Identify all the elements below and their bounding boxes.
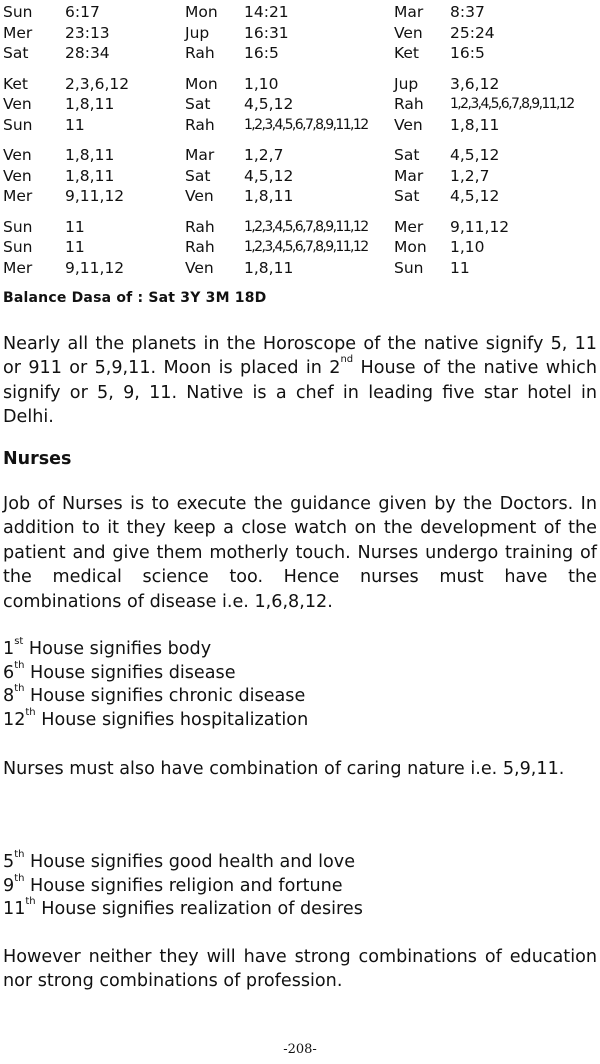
table-row bbox=[3, 94, 599, 115]
house-list-disease bbox=[3, 638, 308, 732]
planet-value: 14:21 bbox=[244, 3, 289, 21]
page-number: -208- bbox=[283, 1042, 317, 1057]
planet-table bbox=[3, 2, 599, 288]
planet-value: 16:5 bbox=[450, 44, 485, 62]
paragraph-conclusion: However neither they will have strong combinations of education nor strong combinations of profession. bbox=[3, 947, 597, 992]
planet-value: 11 bbox=[450, 258, 470, 277]
table-row bbox=[3, 74, 599, 95]
planet-value: 1,8,11 bbox=[65, 95, 115, 113]
planet-value: 1,8,11 bbox=[65, 146, 115, 164]
planet-name: Ket bbox=[3, 74, 29, 93]
planet-value: 1,2,3,4,5,6,7,8,9,11,12 bbox=[244, 116, 368, 133]
table-row bbox=[3, 166, 599, 187]
table-row bbox=[3, 23, 599, 44]
planet-name: Rah bbox=[394, 95, 424, 113]
planet-value: 4,5,12 bbox=[244, 166, 294, 185]
planet-name: Ven bbox=[3, 166, 32, 185]
planet-value: 16:5 bbox=[244, 44, 279, 62]
planet-value: 4,5,12 bbox=[450, 146, 500, 164]
planet-value: 11 bbox=[65, 115, 85, 134]
house-line: 5th House signifies good health and love bbox=[3, 849, 356, 872]
planet-value: 4,5,12 bbox=[244, 95, 294, 113]
table-row bbox=[3, 258, 599, 279]
planet-name: Ven bbox=[3, 95, 32, 113]
planet-value: 25:24 bbox=[450, 23, 495, 42]
planet-name: Rah bbox=[185, 217, 215, 236]
planet-value: 16:31 bbox=[244, 23, 289, 42]
planet-name: Mer bbox=[394, 217, 424, 236]
planet-value: 1,2,7 bbox=[450, 166, 490, 185]
paragraph-chef: Nearly all the planets in the Horoscope of the native signify 5, 11 or 911 or 5,9,11. Moon is placed in 2nd House of the native which signify or 5, 9, 11. Native is a chef in leading five star hotel in Delhi. bbox=[3, 334, 597, 428]
planet-name: Ven bbox=[3, 146, 32, 164]
planet-name: Mar bbox=[185, 146, 215, 164]
planet-name: Jup bbox=[185, 23, 210, 42]
table-row bbox=[3, 43, 599, 64]
table-group bbox=[3, 74, 599, 136]
planet-name: Ket bbox=[394, 44, 420, 62]
table-row bbox=[3, 237, 599, 258]
table-row bbox=[3, 217, 599, 238]
house-line: 1st House signifies body bbox=[3, 636, 212, 659]
planet-name: Sat bbox=[185, 95, 211, 113]
planet-name: Sat bbox=[394, 187, 420, 205]
planet-name: Jup bbox=[394, 74, 419, 93]
planet-value: 1,2,3,4,5,6,7,8,9,11,12 bbox=[244, 239, 368, 255]
planet-name: Mar bbox=[394, 3, 424, 21]
planet-value: 1,2,3,4,5,6,7,8,9,11,12 bbox=[244, 218, 368, 235]
planet-name: Mer bbox=[3, 23, 33, 42]
planet-value: 1,8,11 bbox=[244, 258, 294, 277]
planet-name: Rah bbox=[185, 44, 215, 62]
planet-name: Sun bbox=[3, 217, 33, 236]
planet-value: 4,5,12 bbox=[450, 187, 500, 205]
planet-name: Ven bbox=[394, 115, 423, 134]
planet-name: Rah bbox=[185, 238, 215, 256]
planet-name: Mon bbox=[185, 3, 218, 21]
table-row bbox=[3, 186, 599, 207]
house-line: 11th House signifies realization of desires bbox=[3, 896, 363, 920]
planet-name: Mon bbox=[394, 238, 427, 256]
table-group bbox=[3, 145, 599, 207]
planet-name: Sun bbox=[3, 238, 33, 256]
paragraph-nurses-job: Job of Nurses is to execute the guidance given by the Doctors. In addition to it they keep a close watch on the development of the patient and give them motherly touch. Nurses undergo training of the medical science too. Hence nurses must have the combinations of disease i.e. 1,6,8,12. bbox=[3, 494, 597, 612]
planet-value: 1,10 bbox=[450, 238, 485, 256]
planet-value: 11 bbox=[65, 238, 85, 256]
planet-value: 9,11,12 bbox=[450, 217, 510, 236]
planet-value: 1,2,3,4,5,6,7,8,9,11,12 bbox=[450, 96, 574, 112]
house-line: 12th House signifies hospitalization bbox=[3, 706, 309, 730]
planet-name: Rah bbox=[185, 115, 215, 134]
planet-name: Sat bbox=[185, 166, 211, 185]
balance-dasa: Balance Dasa of : Sat 3Y 3M 18D bbox=[3, 290, 267, 306]
table-group bbox=[3, 2, 599, 64]
planet-value: 1,8,11 bbox=[65, 166, 115, 185]
planet-value: 2,3,6,12 bbox=[65, 74, 130, 93]
planet-value: 1,2,7 bbox=[244, 146, 284, 164]
planet-value: 11 bbox=[65, 217, 85, 236]
planet-value: 28:34 bbox=[65, 44, 110, 62]
house-line: 6th House signifies disease bbox=[3, 659, 236, 683]
planet-name: Sun bbox=[3, 3, 33, 21]
table-group bbox=[3, 217, 599, 279]
planet-value: 9,11,12 bbox=[65, 258, 125, 277]
planet-value: 1,8,11 bbox=[450, 115, 500, 134]
planet-name: Ven bbox=[394, 23, 423, 42]
planet-value: 3,6,12 bbox=[450, 74, 500, 93]
planet-name: Ven bbox=[185, 187, 214, 205]
planet-name: Sat bbox=[394, 146, 420, 164]
planet-value: 1,8,11 bbox=[244, 187, 294, 205]
planet-value: 23:13 bbox=[65, 23, 110, 42]
planet-name: Mer bbox=[3, 187, 33, 205]
house-line: 8th House signifies chronic disease bbox=[3, 683, 306, 707]
planet-value: 1,10 bbox=[244, 74, 279, 93]
paragraph-caring-nature: Nurses must also have combination of caring nature i.e. 5,9,11. bbox=[3, 759, 565, 779]
table-row bbox=[3, 2, 599, 23]
planet-value: 8:37 bbox=[450, 3, 485, 21]
planet-name: Sun bbox=[3, 115, 33, 134]
heading-nurses: Nurses bbox=[3, 449, 72, 469]
planet-name: Ven bbox=[185, 258, 214, 277]
planet-value: 9,11,12 bbox=[65, 187, 125, 205]
planet-name: Mer bbox=[3, 258, 33, 277]
planet-name: Sun bbox=[394, 258, 424, 277]
table-row bbox=[3, 115, 599, 136]
planet-name: Mon bbox=[185, 74, 218, 93]
planet-name: Sat bbox=[3, 44, 29, 62]
planet-value: 6:17 bbox=[65, 3, 100, 21]
house-list-caring bbox=[3, 851, 363, 922]
table-row bbox=[3, 145, 599, 166]
planet-name: Mar bbox=[394, 166, 424, 185]
house-line: 9th House signifies religion and fortune bbox=[3, 872, 343, 896]
